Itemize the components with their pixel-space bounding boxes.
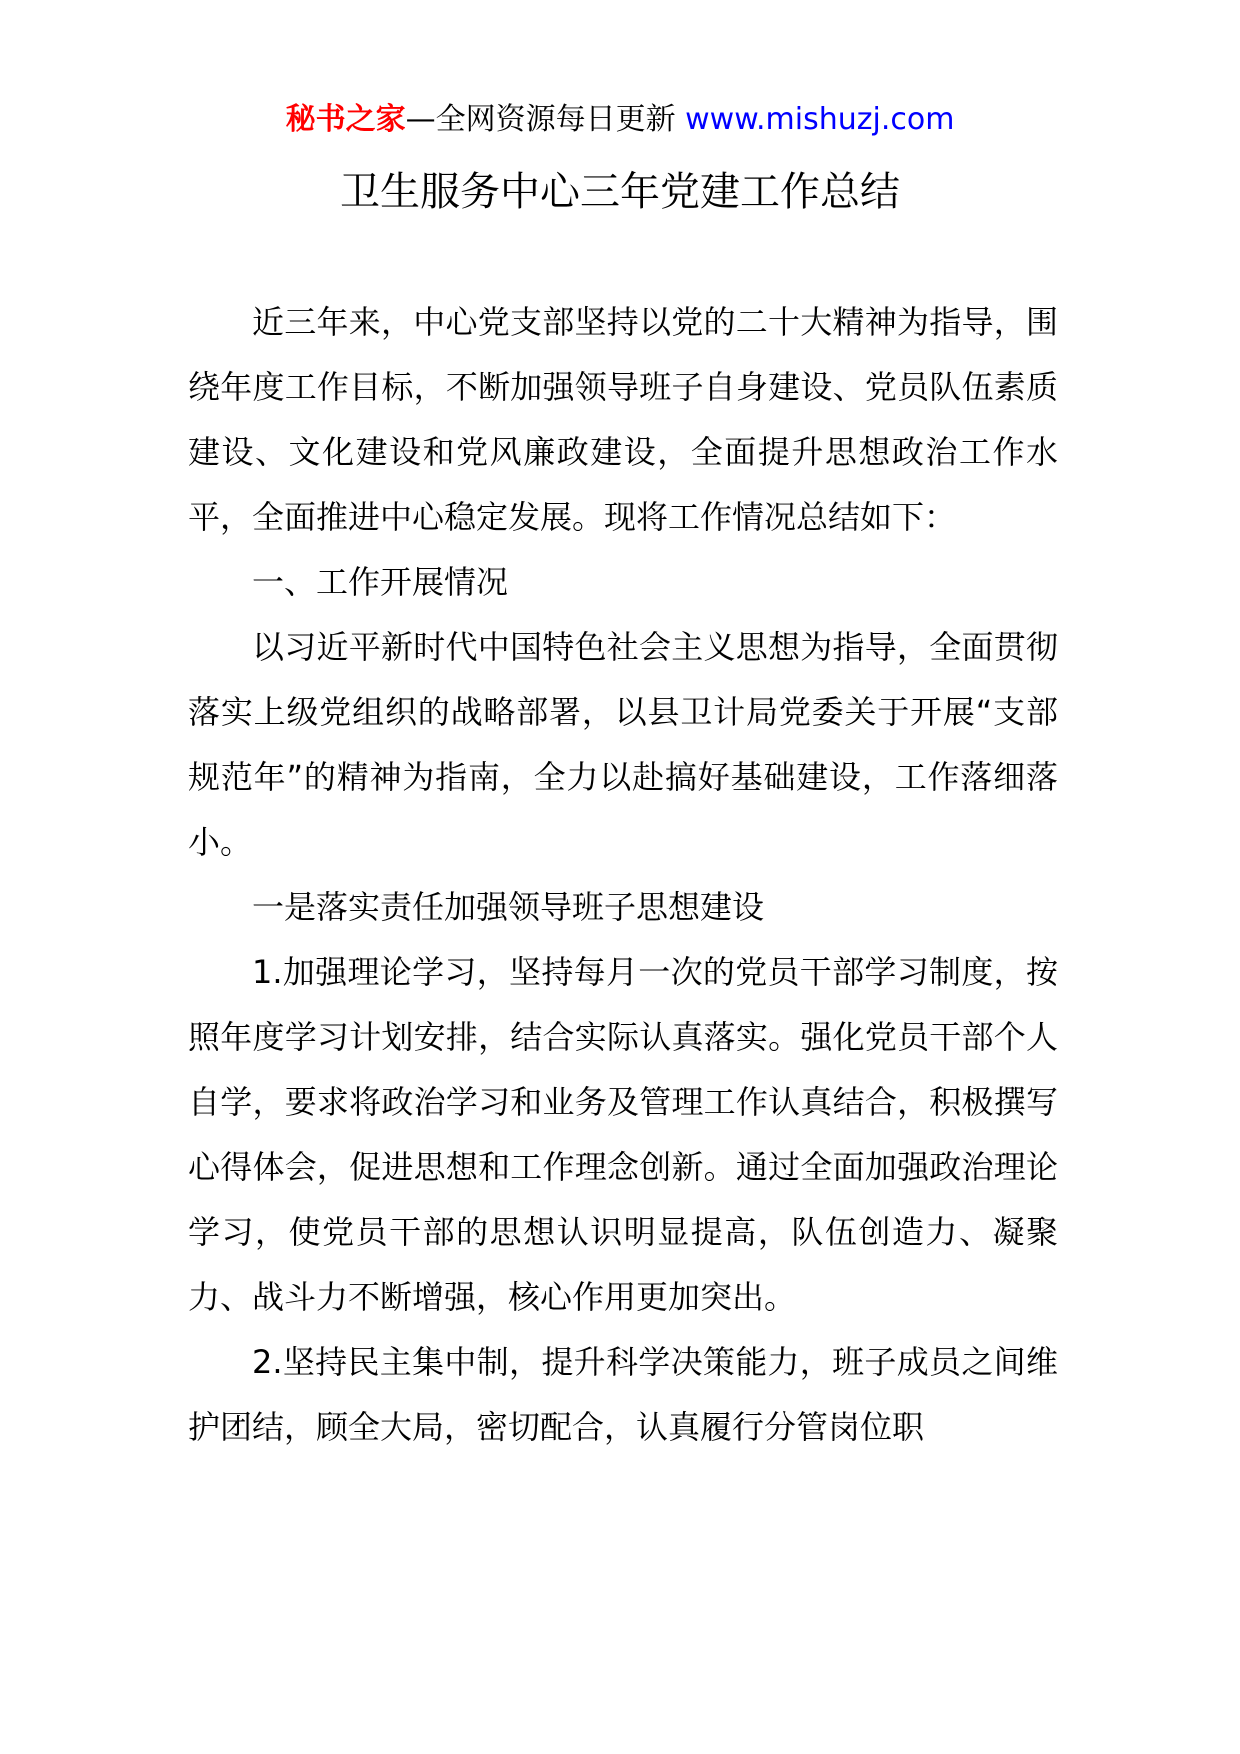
site-header	[0, 100, 1240, 140]
document-title: 卫生服务中心三年党建工作总结	[340, 169, 900, 215]
paragraph-overview: 以习近平新时代中国特色社会主义思想为指导，全面贯彻落实上级党组织的战略部署，以县卫计局党委关于开展“支部规范年”的精神为指南，全力以赴搞好基础建设，工作落细落小。	[188, 628, 1058, 861]
subsection-heading: 一是落实责任加强领导班子思想建设	[252, 888, 765, 926]
paragraph-intro: 近三年来，中心党支部坚持以党的二十大精神为指导，围绕年度工作目标，不断加强领导班子自身建设、党员队伍素质建设、文化建设和党风廉政建设，全面提升思想政治工作水平，全面推进中心稳定发展。现将工作情况总结如下：	[188, 303, 1058, 536]
site-url[interactable]: www.mishuzj.com	[685, 102, 955, 137]
paragraph-item-1: 1.加强理论学习，坚持每月一次的党员干部学习制度，按照年度学习计划安排，结合实际认真落实。强化党员干部个人自学，要求将政治学习和业务及管理工作认真结合，积极撰写心得体会，促进思想和工作理念创新。通过全面加强政治理论学习，使党员干部的思想认识明显提高，队伍创造力、凝聚力、战斗力不断增强，核心作用更加突出。	[188, 953, 1058, 1316]
section-heading: 一、工作开展情况	[252, 563, 509, 601]
document-body	[188, 290, 1058, 1460]
site-tagline: —全网资源每日更新	[405, 102, 686, 137]
site-brand: 秘书之家	[285, 102, 406, 137]
paragraph-item-2: 2.坚持民主集中制，提升科学决策能力，班子成员之间维护团结，顾全大局，密切配合，认真履行分管岗位职	[188, 1343, 1058, 1446]
